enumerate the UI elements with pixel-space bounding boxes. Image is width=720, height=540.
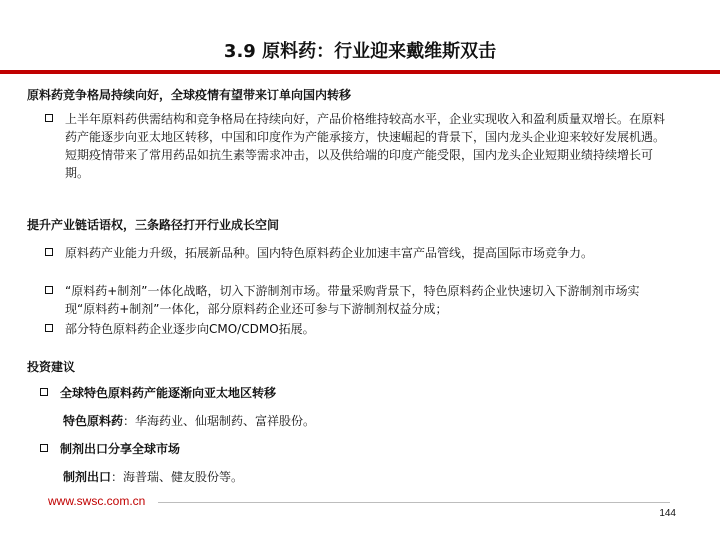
bullet-box-icon (45, 324, 53, 332)
title-divider (0, 70, 720, 74)
footer-url-link[interactable]: www.swsc.com.cn (48, 494, 146, 508)
recommendation-label: 特色原料药 (63, 414, 124, 428)
section-heading-market: 原料药竞争格局持续向好，全球疫情有望带来订单向国内转移 (27, 88, 352, 102)
bullet-box-icon (45, 248, 53, 256)
page-number: 144 (659, 508, 676, 519)
footer-divider (158, 502, 670, 503)
bullet-text: “原料药+制剂”一体化战略，切入下游制剂市场。带量采购背景下，特色原料药企业快速切入下游制剂市场实现“原料药+制剂”一体化，部分原料药企业还可参与下游制剂权益分成； (65, 284, 640, 316)
recommendation-line (63, 412, 315, 430)
slide-title: 3.9 原料药：行业迎来戴维斯双击 (223, 41, 497, 62)
bullet-box-icon (45, 286, 53, 294)
section-heading-investment: 投资建议 (27, 360, 76, 374)
bullet-text: 部分特色原料药企业逐步向CMO/CDMO拓展。 (65, 322, 315, 336)
bullet-item (45, 110, 665, 182)
recommendation-label: 制剂出口 (63, 470, 112, 484)
recommendation-line (63, 468, 243, 486)
section-heading-growth: 提升产业链话语权，三条路径打开行业成长空间 (27, 218, 280, 232)
recommendation-text: ：海普瑞、健友股份等。 (111, 470, 244, 484)
bullet-item (45, 244, 665, 262)
bullet-box-icon (45, 114, 53, 122)
recommendation-text: ：华海药业、仙琚制药、富祥股份。 (123, 414, 316, 428)
bullet-item (40, 384, 660, 402)
bullet-item (45, 320, 665, 338)
bullet-text: 全球特色原料药产能逐渐向亚太地区转移 (60, 386, 277, 400)
bullet-box-icon (40, 444, 48, 452)
bullet-text: 制剂出口分享全球市场 (60, 442, 181, 456)
bullet-item (40, 440, 660, 458)
bullet-text: 上半年原料药供需结构和竞争格局在持续向好，产品价格维持较高水平，企业实现收入和盈利质量双增长。在原料药产能逐步向亚太地区转移，中国和印度作为产能承接方，快速崛起的背景下，国内龙头企业迎来较好发展机遇。短期疫情带来了常用药品如抗生素等需求冲击，以及供给端的印度产能受限，国内龙头企业短期业绩持续增长可期。 (65, 112, 666, 180)
bullet-text: 原料药产业能力升级，拓展新品种。国内特色原料药企业加速丰富产品管线，提高国际市场竞争力。 (65, 246, 594, 260)
bullet-box-icon (40, 388, 48, 396)
bullet-item (45, 282, 665, 318)
